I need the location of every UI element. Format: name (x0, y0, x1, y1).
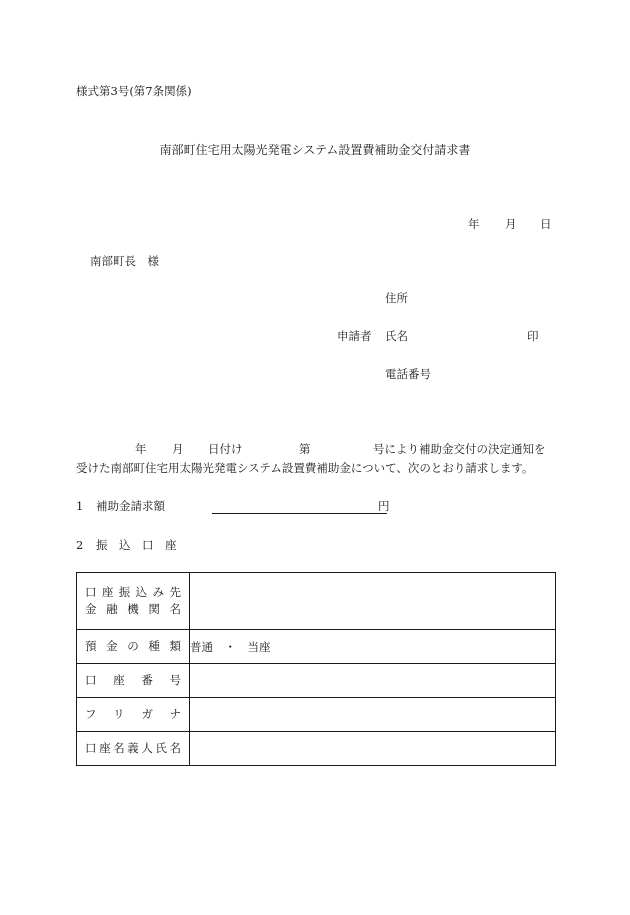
label-char: 名 (169, 741, 181, 755)
label-char: フ (85, 707, 97, 721)
account-number-value-cell[interactable] (190, 664, 556, 698)
date-year-label: 年 (468, 217, 480, 231)
label-char: 座 (101, 585, 114, 599)
label-char: 機 (127, 602, 139, 616)
label-char: 氏 (155, 741, 167, 755)
amount-unit: 円 (378, 499, 390, 513)
body-line1-text: 号により補助金交付の決定通知を (373, 442, 546, 456)
label-char: 座 (99, 741, 111, 755)
label-char: 口 (85, 673, 97, 687)
label-char: ガ (141, 707, 153, 721)
document-title: 南部町住宅用太陽光発電システム設置費補助金交付請求書 (159, 143, 471, 157)
label-char: 金 (85, 602, 97, 616)
label-line (77, 740, 189, 757)
table-row (77, 664, 556, 698)
table-row (77, 732, 556, 766)
label-char: の (127, 639, 139, 653)
amount-underline (212, 513, 387, 514)
seal-mark: 印 (527, 329, 539, 343)
table-row (77, 573, 556, 630)
deposit-type-label-cell (77, 630, 190, 664)
label-char: ナ (169, 707, 181, 721)
label-char: 金 (106, 639, 118, 653)
label-char: 座 (113, 673, 125, 687)
label-char: 義 (127, 741, 139, 755)
label-char: み (152, 585, 165, 599)
bank-name-label-cell (77, 573, 190, 630)
table-row (77, 630, 556, 664)
deposit-type-value-cell[interactable]: 普通 ・ 当座 (190, 630, 556, 664)
label-line (77, 601, 189, 618)
item2-char: 座 (165, 538, 177, 552)
item1-label: 補助金請求額 (96, 499, 165, 513)
account-holder-value-cell[interactable] (190, 732, 556, 766)
label-line (77, 672, 189, 689)
bank-name-value-cell[interactable] (190, 573, 556, 630)
body-month-label: 月 (172, 442, 184, 456)
body-line2-text: 受けた南部町住宅用太陽光発電システム設置費補助金について、次のとおり請求します。 (76, 461, 534, 475)
label-char: 人 (141, 741, 153, 755)
body-year-label: 年 (135, 442, 147, 456)
label-char: 関 (148, 602, 160, 616)
label-char: 込 (135, 585, 148, 599)
date-month-label: 月 (505, 217, 517, 231)
label-char: 預 (85, 639, 97, 653)
label-line (77, 584, 189, 601)
label-char: 号 (169, 673, 181, 687)
furigana-value-cell[interactable] (190, 698, 556, 732)
label-char: 名 (113, 741, 125, 755)
item2-char: 口 (142, 538, 154, 552)
form-number: 様式第3号(第7条関係) (76, 84, 192, 98)
item2-number: 2 (76, 538, 84, 552)
label-char: 口 (85, 585, 97, 599)
table-row (77, 698, 556, 732)
label-char: 先 (169, 585, 181, 599)
body-number-prefix: 第 (299, 442, 311, 456)
addressee: 南部町長 様 (90, 254, 159, 268)
label-line (77, 706, 189, 723)
label-char: 振 (118, 585, 131, 599)
label-char: 融 (106, 602, 118, 616)
label-char: 類 (169, 639, 181, 653)
account-number-label-cell (77, 664, 190, 698)
item2-char: 込 (119, 538, 131, 552)
item1-number: 1 (76, 499, 84, 513)
account-holder-label-cell (77, 732, 190, 766)
label-char: 口 (85, 741, 97, 755)
label-char: 名 (169, 602, 181, 616)
bank-account-table (76, 572, 556, 766)
address-label: 住所 (385, 291, 408, 305)
item2-char: 振 (96, 538, 108, 552)
label-line (77, 638, 189, 655)
label-char: 種 (148, 639, 160, 653)
furigana-label-cell (77, 698, 190, 732)
date-day-label: 日 (540, 217, 552, 231)
applicant-role-label: 申請者 (337, 329, 372, 343)
label-char: 番 (141, 673, 153, 687)
phone-label: 電話番号 (385, 367, 431, 381)
body-dated-label: 日付け (208, 442, 243, 456)
name-label: 氏名 (385, 329, 408, 343)
label-char: リ (113, 707, 125, 721)
